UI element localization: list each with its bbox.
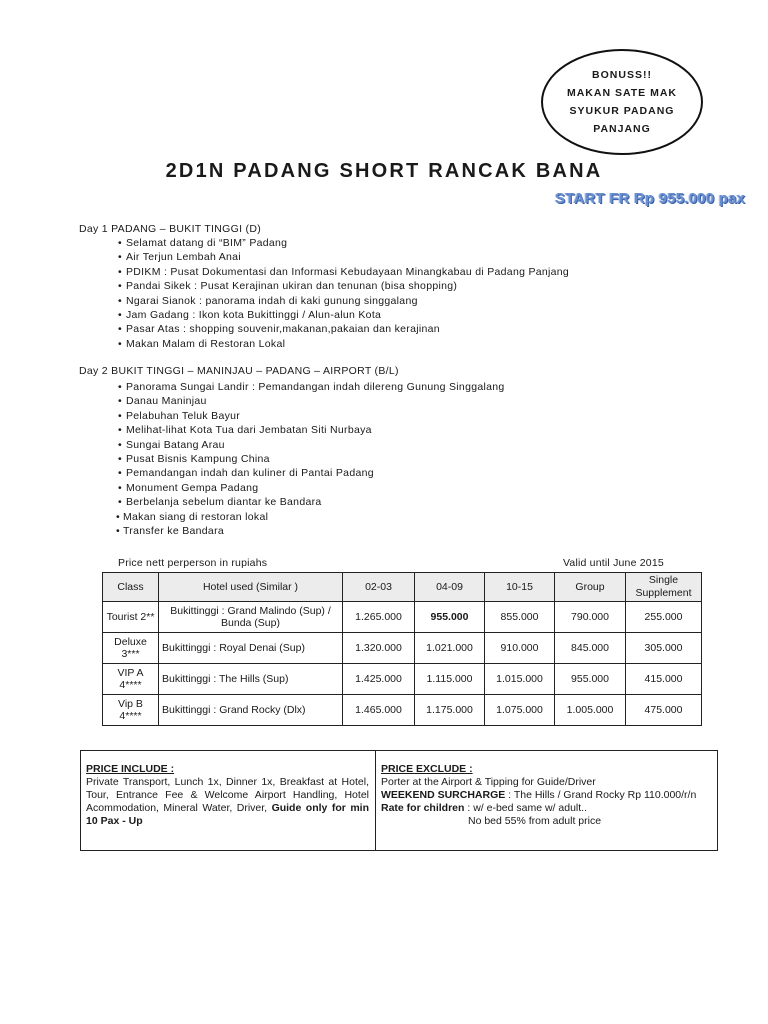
cell-price: 910.000 <box>485 633 555 664</box>
cell-price: 1.465.000 <box>343 695 415 726</box>
table-header-row <box>103 573 702 602</box>
header-class: Class <box>103 573 159 602</box>
list-item: • Jam Gadang : Ikon kota Bukittinggi / Alun-alun Kota <box>118 308 569 322</box>
children-text: : w/ e-bed same w/ adult.. <box>464 802 587 814</box>
cell-hotel: Bukittinggi : Royal Denai (Sup) <box>159 633 343 664</box>
day2-heading: Day 2 BUKIT TINGGI – MANINJAU – PADANG – AIRPORT (B/L) <box>79 365 399 377</box>
cell-price: 1.075.000 <box>485 695 555 726</box>
include-exclude-box <box>80 750 718 851</box>
table-row <box>103 695 702 726</box>
list-item: • Pusat Bisnis Kampung China <box>118 452 505 466</box>
header-single: Single Supplement <box>626 573 702 602</box>
bonus-ellipse <box>541 49 703 155</box>
list-item: • Transfer ke Bandara <box>118 524 505 538</box>
cell-hotel: Bukittinggi : The Hills (Sup) <box>159 664 343 695</box>
surcharge-text: : The Hills / Grand Rocky Rp 110.000/r/n <box>505 789 697 801</box>
cell-price: 1.175.000 <box>415 695 485 726</box>
cell-single: 255.000 <box>626 602 702 633</box>
children-label: Rate for children <box>381 802 465 814</box>
price-include <box>81 751 376 850</box>
cell-price: 1.021.000 <box>415 633 485 664</box>
table-row <box>103 633 702 664</box>
header-group: Group <box>555 573 626 602</box>
list-item: • Berbelanja sebelum diantar ke Bandara <box>118 495 505 509</box>
day1-heading: Day 1 PADANG – BUKIT TINGGI (D) <box>79 223 262 235</box>
cell-price: 1.115.000 <box>415 664 485 695</box>
price-note: Price nett perperson in rupiahs <box>118 557 268 569</box>
include-text: Private Transport, Lunch 1x, Dinner 1x, Breakfast at Hotel, Tour, Entrance Fee & Welcome Airport Handling, Hotel Acommodation, Mineral Water, Driver, <box>86 776 369 814</box>
valid-note: Valid until June 2015 <box>563 557 664 569</box>
list-item: • Melihat-lihat Kota Tua dari Jembatan Siti Nurbaya <box>118 423 505 437</box>
cell-group: 955.000 <box>555 664 626 695</box>
bonus-line: MAKAN SATE MAK <box>566 87 678 99</box>
cell-single: 475.000 <box>626 695 702 726</box>
list-item: • Makan Malam di Restoran Lokal <box>118 337 569 351</box>
start-price-badge: START FR Rp 955.000 pax <box>555 190 746 207</box>
cell-class: Tourist 2** <box>103 602 159 633</box>
table-row <box>103 664 702 695</box>
bonus-line: PANJANG <box>593 123 651 135</box>
cell-single: 415.000 <box>626 664 702 695</box>
list-item: • Makan siang di restoran lokal <box>118 510 505 524</box>
list-item: • Pandai Sikek : Pusat Kerajinan ukiran dan tenunan (bisa shopping) <box>118 279 569 293</box>
bonus-line: SYUKUR PADANG <box>569 105 675 117</box>
list-item: • Sungai Batang Arau <box>118 438 505 452</box>
cell-price: 855.000 <box>485 602 555 633</box>
nobed-note: No bed 55% from adult price <box>468 815 602 827</box>
list-item: • Selamat datang di “BIM” Padang <box>118 236 569 250</box>
cell-hotel: Bukittinggi : Grand Rocky (Dlx) <box>159 695 343 726</box>
cell-hotel: Bukittinggi : Grand Malindo (Sup) / Bunda (Sup) <box>159 602 343 633</box>
children-rate <box>381 802 711 815</box>
price-table <box>102 572 702 726</box>
cell-single: 305.000 <box>626 633 702 664</box>
list-item: • PDIKM : Pusat Dokumentasi dan Informasi Kebudayaan Minangkabau di Padang Panjang <box>118 265 569 279</box>
cell-class: VIP A 4**** <box>103 664 159 695</box>
cell-class: Deluxe 3*** <box>103 633 159 664</box>
header-04-09: 04-09 <box>415 573 485 602</box>
cell-price: 1.320.000 <box>343 633 415 664</box>
day2-list <box>118 380 505 538</box>
cell-price: 1.265.000 <box>343 602 415 633</box>
cell-price: 1.425.000 <box>343 664 415 695</box>
cell-group: 1.005.000 <box>555 695 626 726</box>
price-exclude <box>376 751 717 850</box>
exclude-line: Porter at the Airport & Tipping for Guide/Driver <box>381 776 596 788</box>
cell-price: 1.015.000 <box>485 664 555 695</box>
cell-group: 845.000 <box>555 633 626 664</box>
cell-group: 790.000 <box>555 602 626 633</box>
surcharge-label: WEEKEND SURCHARGE <box>381 789 506 801</box>
header-10-15: 10-15 <box>485 573 555 602</box>
include-guide-note: Guide only for min 10 Pax - Up <box>86 802 369 827</box>
header-hotel: Hotel used (Similar ) <box>159 573 343 602</box>
list-item: • Monument Gempa Padang <box>118 481 505 495</box>
list-item: • Panorama Sungai Landir : Pemandangan indah dilereng Gunung Singgalang <box>118 380 505 394</box>
exclude-header: PRICE EXCLUDE : <box>381 763 473 775</box>
bonus-line: BONUSS!! <box>592 69 652 81</box>
include-header: PRICE INCLUDE : <box>86 763 175 775</box>
day1-list <box>118 236 569 351</box>
cell-class: Vip B 4**** <box>103 695 159 726</box>
list-item: • Pasar Atas : shopping souvenir,makanan,pakaian dan kerajinan <box>118 322 569 336</box>
page-title: 2D1N PADANG SHORT RANCAK BANA <box>165 160 603 182</box>
list-item: • Pemandangan indah dan kuliner di Pantai Padang <box>118 466 505 480</box>
list-item: • Pelabuhan Teluk Bayur <box>118 409 505 423</box>
list-item: • Ngarai Sianok : panorama indah di kaki gunung singgalang <box>118 294 569 308</box>
list-item: • Air Terjun Lembah Anai <box>118 250 569 264</box>
table-row <box>103 602 702 633</box>
list-item: • Danau Maninjau <box>118 394 505 408</box>
weekend-surcharge <box>381 789 711 802</box>
cell-price: 955.000 <box>415 602 485 633</box>
header-02-03: 02-03 <box>343 573 415 602</box>
